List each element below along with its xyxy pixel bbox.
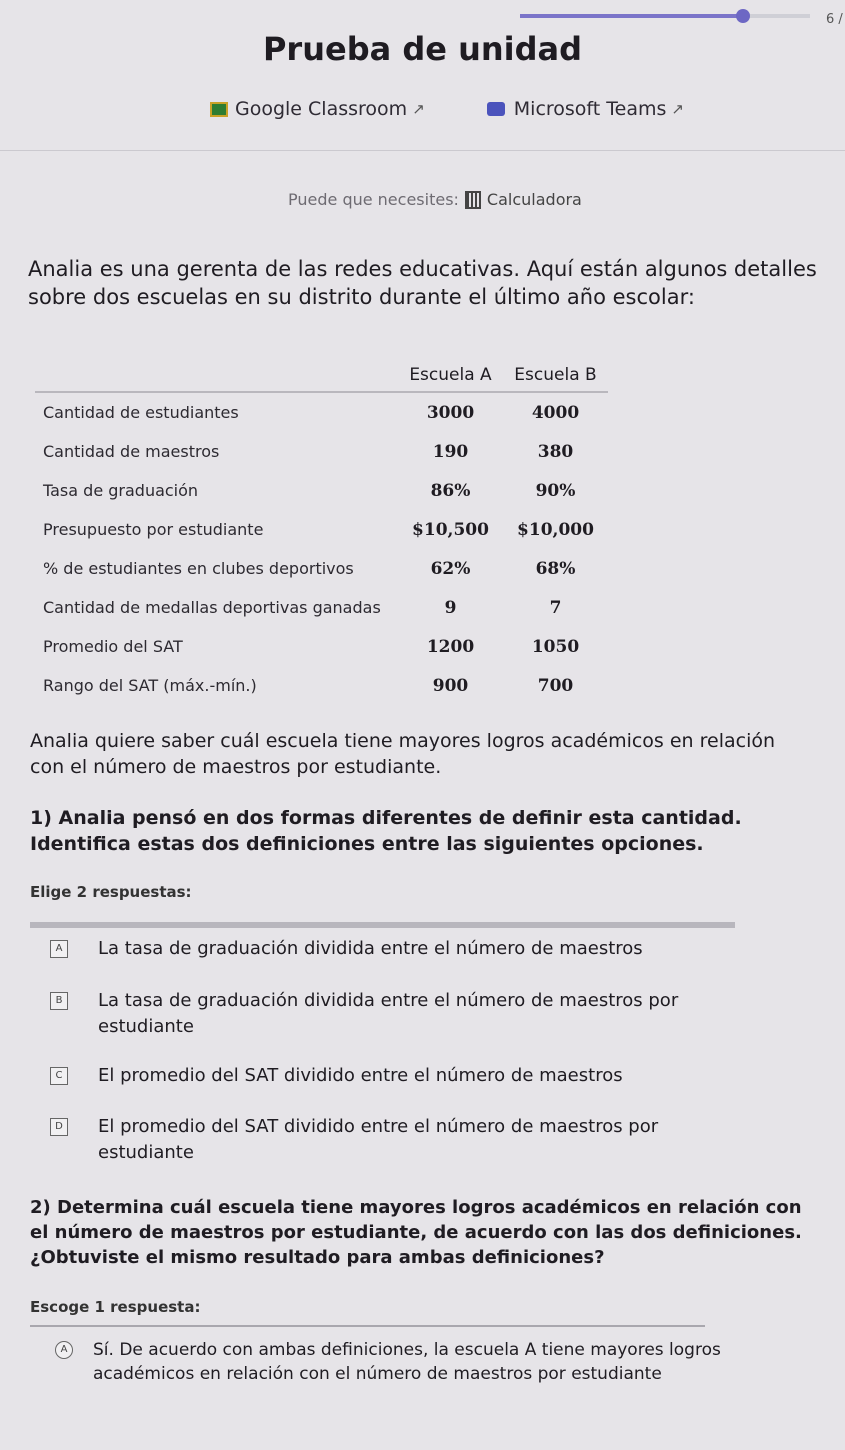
school-b-value: 700 — [537, 675, 574, 696]
table-header-school-b: Escuela B — [514, 365, 597, 385]
progress-fill — [520, 14, 743, 18]
tools-label: Puede que necesites: — [288, 190, 459, 209]
table-row — [35, 432, 608, 471]
table-row — [35, 666, 608, 705]
table-row — [35, 588, 608, 627]
school-b-value: 4000 — [503, 392, 608, 432]
choice-letter-a: A — [50, 940, 68, 958]
page-title: Prueba de unidad — [262, 30, 583, 68]
calculator-icon — [465, 191, 481, 209]
q2-choice-a[interactable] — [55, 1338, 755, 1386]
choice-text: El promedio del SAT dividido entre el número de maestros — [98, 1065, 623, 1086]
choice-letter-b: B — [50, 992, 68, 1010]
row-label: % de estudiantes en clubes deportivos — [43, 559, 354, 578]
q1-choice-a[interactable] — [50, 936, 750, 962]
row-label: Cantidad de maestros — [43, 442, 220, 461]
progress-bar — [520, 14, 810, 18]
choice-text: El promedio del SAT dividido entre el número de maestros por estudiante — [98, 1116, 659, 1163]
row-label: Presupuesto por estudiante — [43, 520, 264, 539]
school-a-value: 86% — [430, 480, 471, 501]
choice-letter-d: D — [50, 1118, 68, 1136]
table-header-row — [35, 365, 608, 392]
table-row — [35, 549, 608, 588]
google-classroom-link[interactable] — [210, 98, 425, 120]
school-a-value: 9 — [444, 597, 457, 618]
school-a-value: 62% — [430, 558, 471, 579]
school-b-value: 68% — [535, 558, 576, 579]
google-classroom-label: Google Classroom — [235, 98, 408, 120]
tools-needed — [288, 190, 582, 209]
school-b-value: $10,000 — [517, 519, 594, 540]
school-a-value: 900 — [432, 675, 469, 696]
school-b-value: 90% — [535, 480, 576, 501]
problem-intro: Analia es una gerenta de las redes educativas. Aquí están algunos detalles sobre dos escuelas en su distrito durante el último año escolar: — [28, 257, 817, 309]
microsoft-teams-icon — [487, 102, 505, 116]
app-links — [210, 98, 684, 120]
schools-table — [35, 365, 608, 705]
divider — [30, 922, 735, 928]
q1-choice-d[interactable] — [50, 1114, 750, 1166]
google-classroom-icon — [210, 102, 228, 117]
table-row — [35, 471, 608, 510]
choice-letter-c: C — [50, 1067, 68, 1085]
external-link-icon: ↗ — [412, 100, 425, 118]
row-label: Cantidad de estudiantes — [35, 392, 398, 432]
progress-marker — [736, 9, 750, 23]
question-1: 1) Analia pensó en dos formas diferentes de definir esta cantidad. Identifica estas dos definiciones entre las siguientes opciones. — [30, 807, 742, 855]
school-b-value: 1050 — [531, 636, 580, 657]
school-a-value: 3000 — [398, 392, 503, 432]
choice-text: La tasa de graduación dividida entre el número de maestros por estudiante — [98, 990, 679, 1037]
row-label: Cantidad de medallas deportivas ganadas — [43, 598, 381, 617]
table-row — [35, 510, 608, 549]
question-2: 2) Determina cuál escuela tiene mayores logros académicos en relación con el número de maestros por estudiante, de acuerdo con las dos definiciones. ¿Obtuviste el mismo resultado para ambas definiciones? — [30, 1197, 802, 1268]
table-header-school-a: Escuela A — [409, 365, 492, 385]
microsoft-teams-label: Microsoft Teams — [513, 98, 667, 120]
page-counter: 6 / — [826, 12, 843, 27]
row-label: Tasa de graduación — [43, 481, 199, 500]
table-row — [35, 627, 608, 666]
school-b-value: 7 — [549, 597, 562, 618]
divider — [30, 1325, 705, 1327]
school-a-value: $10,500 — [412, 519, 489, 540]
row-label: Promedio del SAT — [43, 637, 183, 656]
q1-choice-b[interactable] — [50, 988, 750, 1040]
question-context: Analia quiere saber cuál escuela tiene mayores logros académicos en relación con el número de maestros por estudiante. — [30, 730, 776, 778]
question-1-instruction: Elige 2 respuestas: — [30, 883, 192, 901]
external-link-icon: ↗ — [671, 100, 684, 118]
q1-choice-c[interactable] — [50, 1063, 750, 1089]
school-a-value: 190 — [432, 441, 469, 462]
choice-text: Sí. De acuerdo con ambas definiciones, la escuela A tiene mayores logros académicos en relación con el número de maestros por estudiante — [93, 1340, 721, 1384]
table-row — [35, 392, 608, 432]
microsoft-teams-link[interactable] — [487, 98, 684, 120]
school-b-value: 380 — [537, 441, 574, 462]
school-a-value: 1200 — [426, 636, 475, 657]
divider — [0, 150, 845, 151]
choice-text: La tasa de graduación dividida entre el número de maestros — [98, 938, 643, 959]
table-header-empty — [35, 365, 398, 392]
choice-letter-a: A — [55, 1341, 73, 1359]
question-2-instruction: Escoge 1 respuesta: — [30, 1298, 201, 1316]
calculator-link[interactable]: Calculadora — [486, 190, 582, 209]
row-label: Rango del SAT (máx.-mín.) — [43, 676, 257, 695]
